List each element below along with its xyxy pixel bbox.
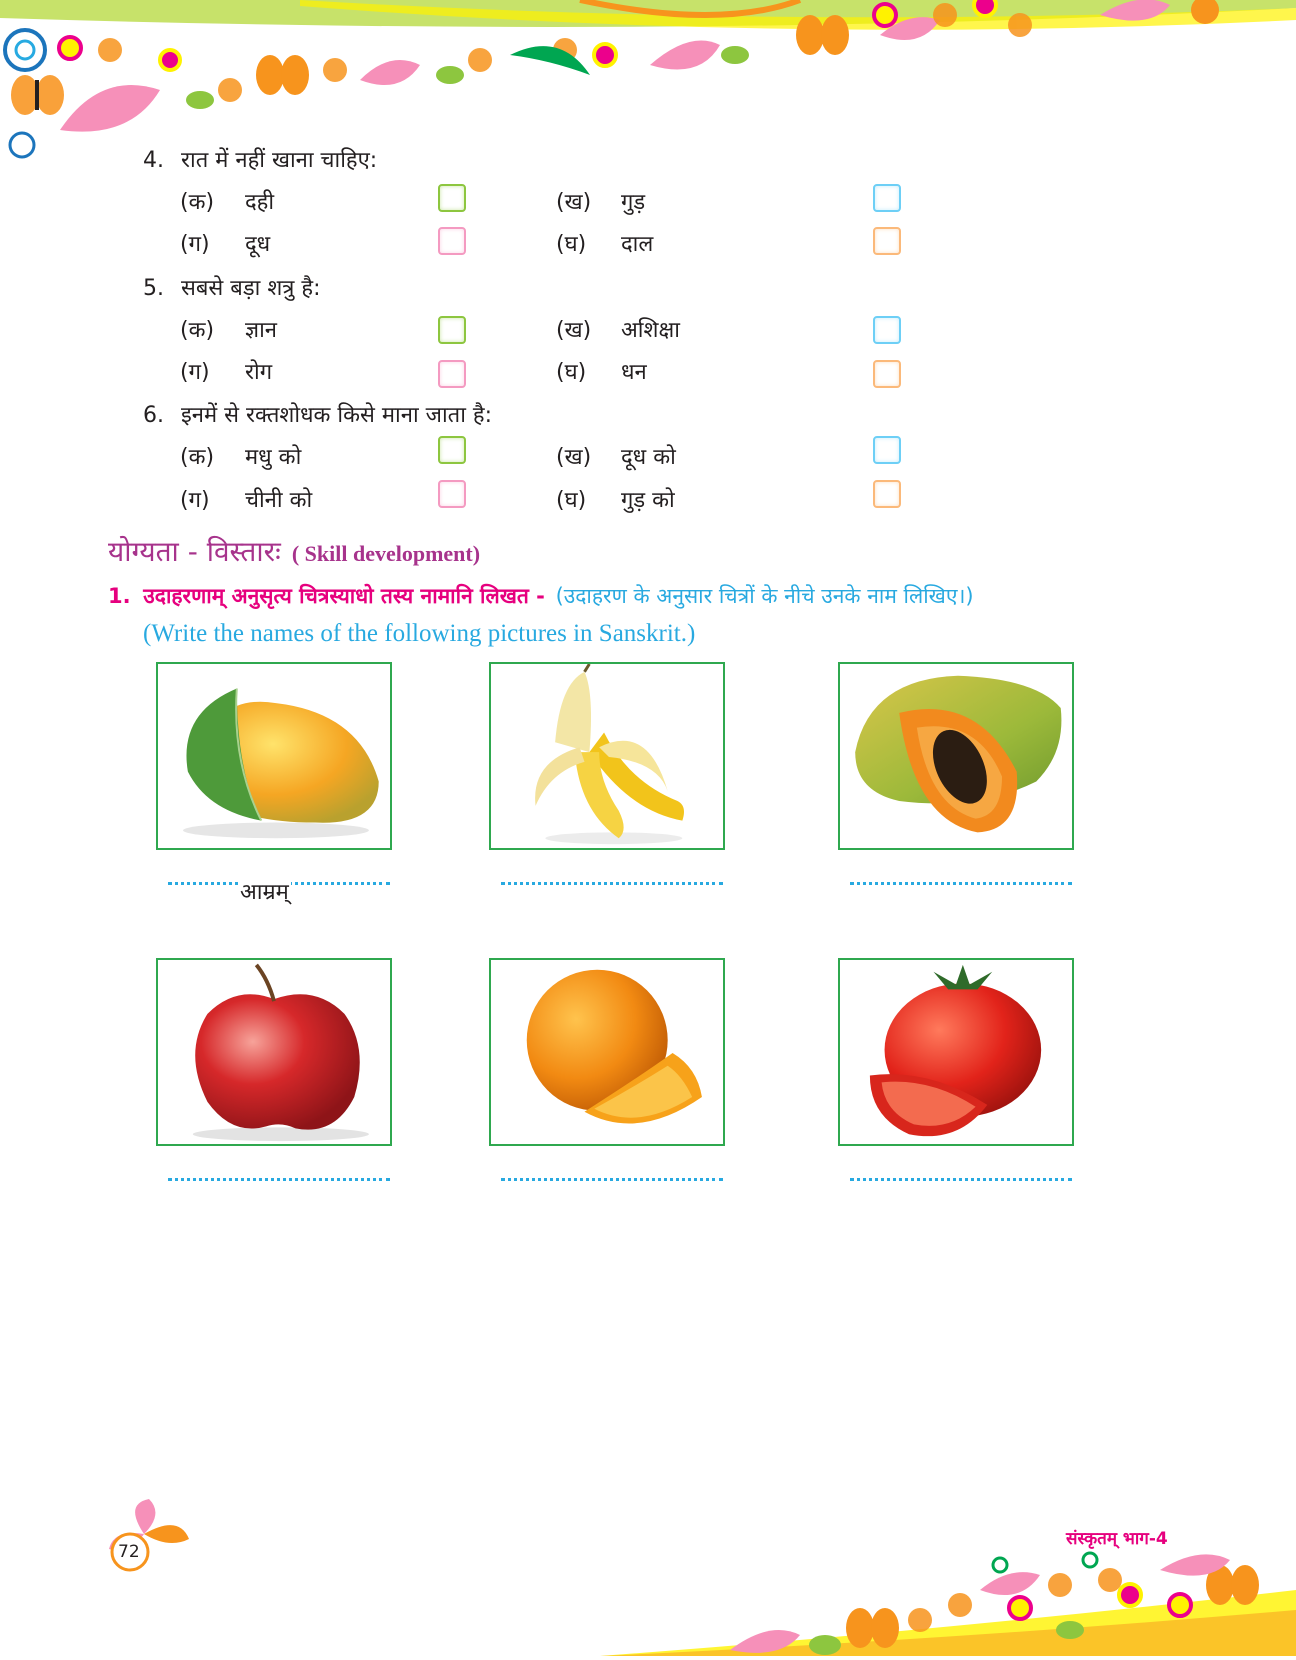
option-label: (ग)	[180, 488, 210, 513]
answer-checkbox[interactable]	[438, 184, 466, 212]
question-text: रात में नहीं खाना चाहिए:	[181, 148, 378, 173]
mango-picture	[156, 662, 392, 850]
option-label: (ग)	[180, 360, 210, 385]
book-title: संस्कृतम् भाग-4	[1066, 1529, 1168, 1549]
answer-checkbox[interactable]	[438, 316, 466, 344]
exercise-instruction	[108, 582, 1288, 610]
option-label: (घ)	[556, 488, 587, 513]
apple-picture	[156, 958, 392, 1146]
instruction-hindi: (उदाहरण के अनुसार चित्रों के नीचे उनके नाम लिखिए।)	[555, 584, 974, 608]
exercise-number: 1.	[108, 584, 131, 608]
option-label: (क)	[180, 318, 215, 343]
answer-checkbox[interactable]	[438, 436, 466, 464]
example-answer: आम्रम्	[238, 876, 291, 906]
answer-checkbox[interactable]	[873, 480, 901, 508]
question-number: 4.	[143, 148, 164, 173]
question-6	[143, 399, 492, 429]
option-label: (घ)	[556, 232, 587, 257]
footer-decoration	[600, 1550, 1296, 1656]
question-text: इनमें से रक्तशोधक किसे माना जाता है:	[181, 403, 492, 428]
option-text: अशिक्षा	[621, 318, 680, 343]
page-number-badge	[104, 1494, 196, 1574]
option-text: रोग	[245, 360, 273, 385]
papaya-icon	[840, 664, 1072, 848]
papaya-picture	[838, 662, 1074, 850]
option-text: मधु को	[245, 445, 302, 470]
answer-checkbox[interactable]	[873, 227, 901, 255]
question-number: 5.	[143, 276, 164, 301]
option-label: (क)	[180, 445, 215, 470]
answer-line[interactable]	[850, 1178, 1072, 1181]
answer-line[interactable]	[168, 1178, 390, 1181]
answer-checkbox[interactable]	[438, 360, 466, 388]
instruction-english: (Write the names of the following pictures in Sanskrit.)	[143, 620, 696, 647]
answer-checkbox[interactable]	[873, 436, 901, 464]
answer-checkbox[interactable]	[873, 316, 901, 344]
orange-icon	[491, 960, 723, 1144]
option-text: दही	[245, 190, 275, 215]
option-label: (ख)	[556, 318, 592, 343]
option-text: गुड़	[621, 190, 646, 215]
answer-checkbox[interactable]	[873, 184, 901, 212]
question-4	[143, 144, 377, 174]
option-text: दूध	[245, 232, 271, 257]
option-label: (घ)	[556, 360, 587, 385]
mango-icon	[158, 664, 390, 848]
tomato-picture	[838, 958, 1074, 1146]
option-text: ज्ञान	[245, 318, 278, 343]
question-text: सबसे बड़ा शत्रु है:	[181, 276, 321, 301]
petal-icon	[104, 1494, 196, 1574]
question-number: 6.	[143, 403, 164, 428]
option-label: (ग)	[180, 232, 210, 257]
answer-checkbox[interactable]	[438, 227, 466, 255]
option-label: (क)	[180, 190, 215, 215]
question-5	[143, 272, 321, 302]
header-decoration	[0, 0, 1296, 160]
banana-icon	[491, 664, 723, 848]
orange-picture	[489, 958, 725, 1146]
option-text: दूध को	[621, 445, 676, 470]
answer-line[interactable]	[501, 1178, 723, 1181]
tomato-icon	[840, 960, 1072, 1144]
option-text: गुड़ को	[621, 488, 675, 513]
apple-icon	[158, 960, 390, 1144]
section-heading	[108, 532, 480, 570]
banana-picture	[489, 662, 725, 850]
section-title-english: ( Skill development)	[291, 541, 481, 566]
answer-line[interactable]	[850, 882, 1072, 885]
instruction-sanskrit: उदाहरणाम् अनुसृत्य चित्रस्याधो तस्य नामानि लिखत -	[143, 584, 545, 608]
answer-checkbox[interactable]	[873, 360, 901, 388]
answer-line[interactable]	[501, 882, 723, 885]
option-text: चीनी को	[245, 488, 313, 513]
option-label: (ख)	[556, 190, 592, 215]
answer-checkbox[interactable]	[438, 480, 466, 508]
spiral-icon	[993, 1553, 1097, 1572]
option-text: धन	[621, 360, 647, 385]
section-title-hindi: योग्यता - विस्तारः	[108, 535, 281, 568]
page-number: 72	[118, 1542, 140, 1562]
option-text: दाल	[621, 232, 654, 257]
option-label: (ख)	[556, 445, 592, 470]
